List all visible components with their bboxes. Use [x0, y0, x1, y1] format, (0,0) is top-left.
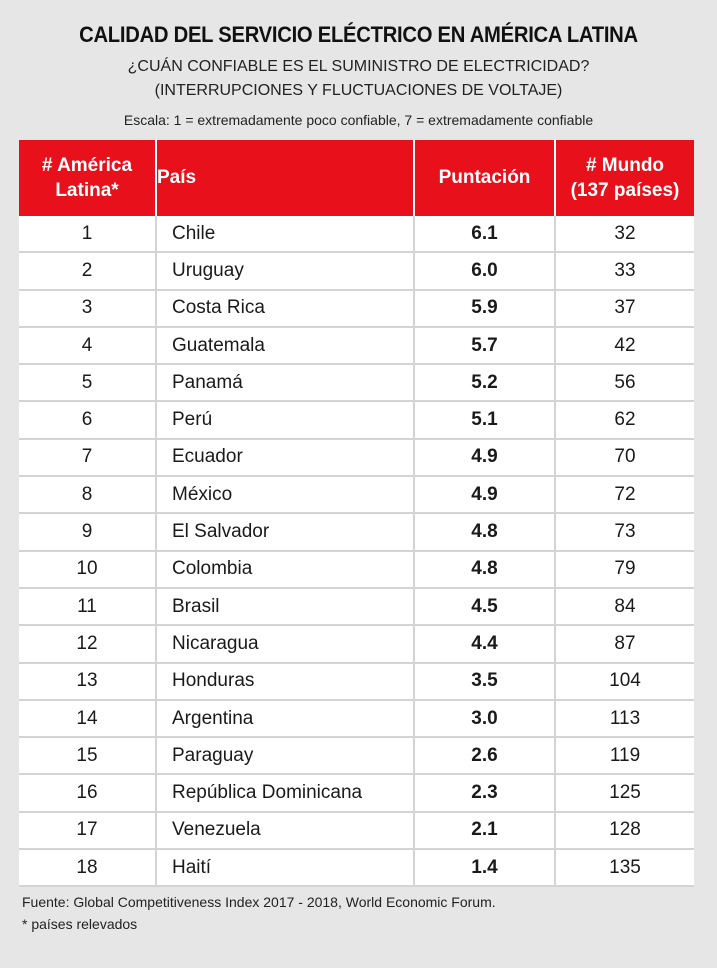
table-row: [19, 252, 694, 289]
header-score: Puntación: [414, 140, 555, 216]
cell-score: 2.1: [414, 812, 555, 849]
table-row: [19, 476, 694, 513]
cell-score: 5.9: [414, 290, 555, 327]
table-row: [19, 663, 694, 700]
chart-title: CALIDAD DEL SERVICIO ELÉCTRICO EN AMÉRICA LATINA: [79, 22, 638, 47]
table-row: [19, 737, 694, 774]
cell-country: Chile: [156, 216, 414, 252]
header-world-rank-line2: (137 países): [570, 180, 680, 201]
table-row: [19, 551, 694, 588]
cell-country: México: [156, 476, 414, 513]
header-world-rank-line1: # Mundo: [585, 155, 665, 176]
cell-score: 4.8: [414, 551, 555, 588]
cell-latam-rank: 5: [19, 364, 156, 401]
table-row: [19, 700, 694, 737]
cell-world-rank: 62: [555, 401, 694, 438]
header-world-rank: [555, 140, 694, 216]
table-row: [19, 364, 694, 401]
cell-country: Argentina: [156, 700, 414, 737]
cell-world-rank: 79: [555, 551, 694, 588]
cell-country: República Dominicana: [156, 774, 414, 811]
cell-world-rank: 119: [555, 737, 694, 774]
cell-world-rank: 113: [555, 700, 694, 737]
cell-country: Brasil: [156, 588, 414, 625]
cell-score: 4.9: [414, 439, 555, 476]
cell-world-rank: 72: [555, 476, 694, 513]
cell-country: Guatemala: [156, 327, 414, 364]
cell-score: 4.4: [414, 625, 555, 662]
cell-country: Uruguay: [156, 252, 414, 289]
cell-latam-rank: 3: [19, 290, 156, 327]
table-row: [19, 774, 694, 811]
cell-world-rank: 32: [555, 216, 694, 252]
cell-latam-rank: 17: [19, 812, 156, 849]
cell-latam-rank: 9: [19, 513, 156, 550]
table-header-row: [19, 140, 694, 216]
cell-latam-rank: 18: [19, 849, 156, 886]
cell-world-rank: 37: [555, 290, 694, 327]
cell-score: 2.6: [414, 737, 555, 774]
table-row: [19, 588, 694, 625]
cell-score: 4.5: [414, 588, 555, 625]
cell-latam-rank: 4: [19, 327, 156, 364]
cell-score: 6.1: [414, 216, 555, 252]
cell-latam-rank: 10: [19, 551, 156, 588]
cell-world-rank: 135: [555, 849, 694, 886]
cell-country: Colombia: [156, 551, 414, 588]
cell-world-rank: 125: [555, 774, 694, 811]
header-latam-rank-line2: Latina*: [55, 180, 119, 201]
cell-country: Haití: [156, 849, 414, 886]
header-latam-rank-line1: # América: [41, 155, 133, 176]
cell-country: Nicaragua: [156, 625, 414, 662]
cell-latam-rank: 12: [19, 625, 156, 662]
cell-country: El Salvador: [156, 513, 414, 550]
header-country: País: [156, 140, 414, 216]
cell-latam-rank: 11: [19, 588, 156, 625]
table-row: [19, 849, 694, 886]
cell-latam-rank: 6: [19, 401, 156, 438]
cell-score: 3.0: [414, 700, 555, 737]
cell-country: Ecuador: [156, 439, 414, 476]
chart-subtitle-line2: (INTERRUPCIONES Y FLUCTUACIONES DE VOLTAJE): [154, 82, 563, 99]
cell-world-rank: 33: [555, 252, 694, 289]
cell-latam-rank: 16: [19, 774, 156, 811]
cell-latam-rank: 1: [19, 216, 156, 252]
cell-country: Paraguay: [156, 737, 414, 774]
cell-score: 5.2: [414, 364, 555, 401]
cell-world-rank: 73: [555, 513, 694, 550]
cell-score: 6.0: [414, 252, 555, 289]
table-row: [19, 401, 694, 438]
cell-country: Panamá: [156, 364, 414, 401]
cell-world-rank: 104: [555, 663, 694, 700]
table-row: [19, 216, 694, 252]
table-row: [19, 290, 694, 327]
cell-latam-rank: 14: [19, 700, 156, 737]
scale-note: Escala: 1 = extremadamente poco confiable, 7 = extremadamente confiable: [123, 112, 594, 128]
cell-score: 3.5: [414, 663, 555, 700]
cell-score: 4.9: [414, 476, 555, 513]
cell-world-rank: 70: [555, 439, 694, 476]
cell-latam-rank: 15: [19, 737, 156, 774]
table-row: [19, 625, 694, 662]
cell-score: 2.3: [414, 774, 555, 811]
cell-world-rank: 42: [555, 327, 694, 364]
cell-latam-rank: 2: [19, 252, 156, 289]
cell-latam-rank: 8: [19, 476, 156, 513]
cell-score: 1.4: [414, 849, 555, 886]
cell-score: 4.8: [414, 513, 555, 550]
cell-latam-rank: 7: [19, 439, 156, 476]
cell-world-rank: 56: [555, 364, 694, 401]
cell-country: Costa Rica: [156, 290, 414, 327]
source-note: Fuente: Global Competitiveness Index 2017 - 2018, World Economic Forum.: [22, 894, 496, 910]
cell-world-rank: 128: [555, 812, 694, 849]
table-row: [19, 327, 694, 364]
cell-latam-rank: 13: [19, 663, 156, 700]
cell-world-rank: 84: [555, 588, 694, 625]
ranking-table: [19, 140, 694, 887]
cell-country: Honduras: [156, 663, 414, 700]
cell-score: 5.7: [414, 327, 555, 364]
chart-subtitle-line1: ¿CUÁN CONFIABLE ES EL SUMINISTRO DE ELECTRICIDAD?: [127, 58, 590, 75]
cell-world-rank: 87: [555, 625, 694, 662]
cell-country: Perú: [156, 401, 414, 438]
table-row: [19, 513, 694, 550]
table-row: [19, 439, 694, 476]
header-latam-rank: [19, 140, 156, 216]
cell-score: 5.1: [414, 401, 555, 438]
table-row: [19, 812, 694, 849]
cell-country: Venezuela: [156, 812, 414, 849]
footnote: * países relevados: [22, 916, 138, 932]
